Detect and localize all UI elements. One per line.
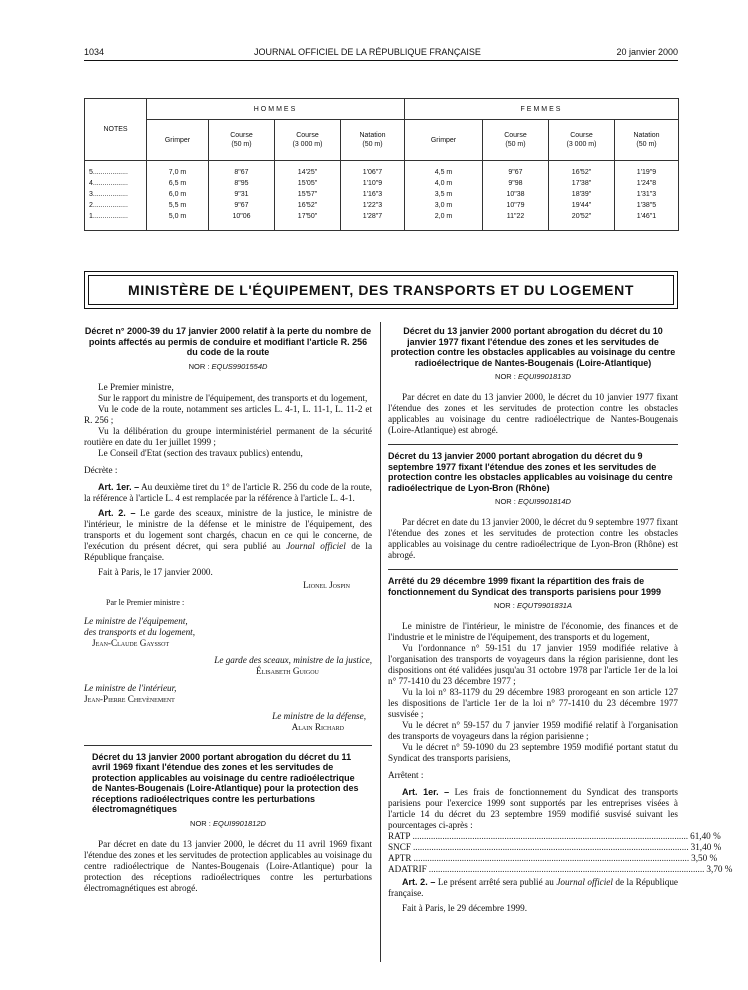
arrete-title: Arrêté du 29 décembre 1999 fixant la répartition des frais de fonctionnement du Syndicat des transports parisiens pour 1999 [388, 576, 662, 597]
left-column [84, 326, 372, 894]
page-date: 20 janvier 2000 [616, 47, 678, 57]
decree1-decrete: Décrète : [84, 464, 118, 475]
decree1-intro-5: Le Conseil d'Etat (section des travaux publics) entendu, [98, 447, 303, 458]
arrete-arretent: Arrêtent : [388, 770, 424, 780]
decree1-intro-1: Le Premier ministre, [98, 381, 174, 392]
share-row: ADATRIF ........................................................................................................................ 3,70 % [388, 864, 733, 874]
decree3-title: Décret du 13 janvier 2000 portant abrogation du décret du 10 janvier 1977 fixant l'étendue des zones et les servitudes de protection contre les obstacles applicables au voisinage du centre radioélectrique de Nantes-Bougenais (Loire-Atlantique) [390, 326, 676, 368]
decree4-title: Décret du 13 janvier 2000 portant abrogation du décret du 9 septembre 1977 fixant l'étendue des zones et les servitudes de protection contre les obstacles applicables au voisinage du centre radioélectrique de Lyon-Bron (Rhône) [388, 451, 673, 493]
separator [388, 444, 678, 445]
arrete-art1: Art. 1er. – Les frais de fonctionnement du Syndicat des transports parisiens pour l'exercice 1999 sont supportés par les entreprises visées à l'article 14 du décret du 23 septembre 1959 modifié susvisé suivant les pourcentages ci-après : [388, 787, 679, 830]
femmes-header: FEMMES [405, 99, 679, 120]
def-title: Le ministre de la défense, [272, 710, 366, 721]
share-row: RATP ........................................................................................................................ 61,40 % [388, 831, 721, 841]
page-header [84, 47, 678, 61]
decree2-nor: NOR : EQUI9901812D [190, 818, 266, 828]
decree2-title: Décret du 13 janvier 2000 portant abrogation du décret du 11 avril 1969 fixant l'étendue des zones et les servitudes de protection applicables au voisinage du centre radioélectrique de Nantes-Bougenais (Loire-Atlantique) pour la protection des réceptions radioélectriques contre les perturbations électromagnétiques [92, 751, 359, 814]
table-row: 1.................. 5,0 m 10"06 17'50" 1'28"7 2,0 m 11"22 20'52" 1'46"1 [85, 211, 679, 231]
col-course50-f: Course (50 m) [483, 120, 549, 161]
garde-name: Élisabeth Guigou [256, 665, 319, 676]
col-natation-h: Natation (50 m) [341, 120, 405, 161]
arrete-art2: Art. 2. – Le présent arrêté sera publié au Journal officiel de la République française. [388, 877, 679, 898]
int-name: Jean-Pierre Chevènement [84, 693, 175, 704]
share-row: SNCF ........................................................................................................................ 31,40 % [388, 842, 722, 852]
decree1-art2: Art. 2. – Le garde des sceaux, ministre de la justice, le ministre de l'intérieur, le ministre de la défense et le ministre de l'équipement, des transports et du logement sont chargés, chacun en ce qui le concerne, de l'exécution du présent décret, qui sera publié au Journal officiel de la République française. [84, 507, 373, 562]
min-equip-name: Jean-Claude Gayssot [92, 637, 170, 648]
page-number: 1034 [84, 47, 105, 57]
decree1-intro-3: Vu le code de la route, notamment ses articles L. 4-1, L. 11-1, L. 11-2 et R. 256 ; [84, 403, 372, 425]
min-equip-title-1: Le ministre de l'équipement, [84, 615, 188, 626]
table-row: 2.................. 5,5 m 9"67 16'52" 1'22"3 3,0 m 10"79 19'44" 1'38"5 [85, 200, 679, 211]
col-course3000-f: Course (3 000 m) [549, 120, 615, 161]
int-title: Le ministre de l'intérieur, [84, 682, 177, 693]
notes-header: NOTES [85, 99, 147, 161]
decree1-art1: Art. 1er. – Au deuxième tiret du 1° de l'article R. 256 du code de la route, la référence à l'article L. 4 est remplacée par la référence à l'article L. 4-1. [84, 481, 372, 503]
table-row: 4.................. 6,5 m 8"95 15'05" 1'10"9 4,0 m 9"98 17'38" 1'24"8 [85, 178, 679, 189]
decree1-title: Décret n° 2000-39 du 17 janvier 2000 relatif à la perte du nombre de points affectés au permis de conduire et modifiant l'article R. 256 du code de la route [84, 326, 372, 357]
min-equip-title-2: des transports et du logement, [84, 626, 196, 637]
decree1-done: Fait à Paris, le 17 janvier 2000. [98, 566, 213, 577]
hommes-header: HOMMES [147, 99, 405, 120]
decree1-nor: NOR : EQUS9901554D [188, 361, 268, 371]
decree2-body: Par décret en date du 13 janvier 2000, le décret du 11 avril 1969 fixant l'étendue des zones et les servitudes de protection applicables au voisinage du centre radioélectrique de Nantes-Bougenais (Loire-Atlantique) pour la protection des réceptions radioélectriques contre les perturbations électromagnétiques est abrogé. [84, 838, 372, 893]
decree4-nor: NOR : EQUI9901814D [495, 497, 571, 506]
ministry-banner [84, 271, 678, 309]
arrete-intro-1: Le ministre de l'intérieur, le ministre de l'économie, des finances et de l'industrie et le ministre de l'équipement, des transports et du logement, [388, 621, 678, 642]
col-grimper-h: Grimper [147, 120, 209, 161]
decree3-body: Par décret en date du 13 janvier 2000, le décret du 10 janvier 1977 fixant l'étendue des zones et les servitudes de protection contre les obstacles applicables au voisinage du centre radioélectrique de Nantes-Bougenais (Loire-Atlantique) est abrogé. [388, 392, 678, 435]
separator [388, 569, 678, 570]
decree3-nor: NOR : EQUI9901813D [495, 372, 571, 381]
col-natation-f: Natation (50 m) [615, 120, 679, 161]
right-column [388, 326, 733, 914]
decree1-intro-2: Sur le rapport du ministre de l'équipement, des transports et du logement, [98, 392, 368, 403]
signer-pm: Lionel Jospin [303, 579, 350, 590]
table-row: 3.................. 6,0 m 9"31 15'57" 1'16"3 3,5 m 10"38 18'39" 1'31"3 [85, 189, 679, 200]
arrete-intro-2: Vu l'ordonnance n° 59-151 du 17 janvier 1959 modifiée relative à l'organisation des transports de voyageurs dans la région parisienne, dont les dispositions ont été validées jusqu'au 31 octobre 1978 par l'article 1er de la loi n° 77-1410 du 23 décembre 1977 ; [388, 643, 678, 686]
garde-title: Le garde des sceaux, ministre de la justice, [214, 654, 372, 665]
ministry-title: MINISTÈRE DE L'ÉQUIPEMENT, DES TRANSPORTS ET DU LOGEMENT [88, 275, 674, 305]
table-row: 5.................. 7,0 m 8"67 14'25" 1'06"7 4,5 m 9"67 16'52" 1'19"9 [85, 161, 679, 179]
journal-title: JOURNAL OFFICIEL DE LA RÉPUBLIQUE FRANÇAISE [254, 47, 481, 57]
col-course50-h: Course (50 m) [209, 120, 275, 161]
arrete-intro-4: Vu le décret n° 59-157 du 7 janvier 1959 modifié relatif à l'organisation des transports de voyageurs dans la région parisienne ; [388, 720, 678, 741]
column-divider [380, 322, 381, 962]
header-rule [84, 60, 678, 61]
share-row: APTR ........................................................................................................................ 3,50 % [388, 853, 718, 863]
arrete-done: Fait à Paris, le 29 décembre 1999. [402, 903, 528, 913]
par-pm: Par le Premier ministre : [106, 597, 185, 607]
arrete-nor: NOR : EQUT9901831A [494, 601, 572, 610]
col-grimper-f: Grimper [405, 120, 483, 161]
col-course3000-h: Course (3 000 m) [275, 120, 341, 161]
arrete-intro-5: Vu le décret n° 59-1090 du 23 septembre 1959 modifié portant statut du Syndicat des transports parisiens, [388, 742, 678, 763]
decree1-intro-4: Vu la délibération du groupe interministériel permanent de la sécurité routière en date du 1er juillet 1999 ; [84, 425, 372, 447]
separator [84, 745, 372, 746]
notes-table [84, 98, 679, 231]
arrete-intro-3: Vu la loi n° 83-1179 du 29 décembre 1983 prorogeant en son article 127 les dispositions de l'article 1er de la loi n° 77-1410 du 23 décembre 1977 susvisée ; [388, 687, 678, 719]
def-name: Alain Richard [291, 721, 344, 732]
decree4-body: Par décret en date du 13 janvier 2000, le décret du 9 septembre 1977 fixant l'étendue des zones et les servitudes de protection contre les obstacles applicables au voisinage du centre radioélectrique de Lyon-Bron (Rhône) est abrogé. [388, 517, 678, 560]
